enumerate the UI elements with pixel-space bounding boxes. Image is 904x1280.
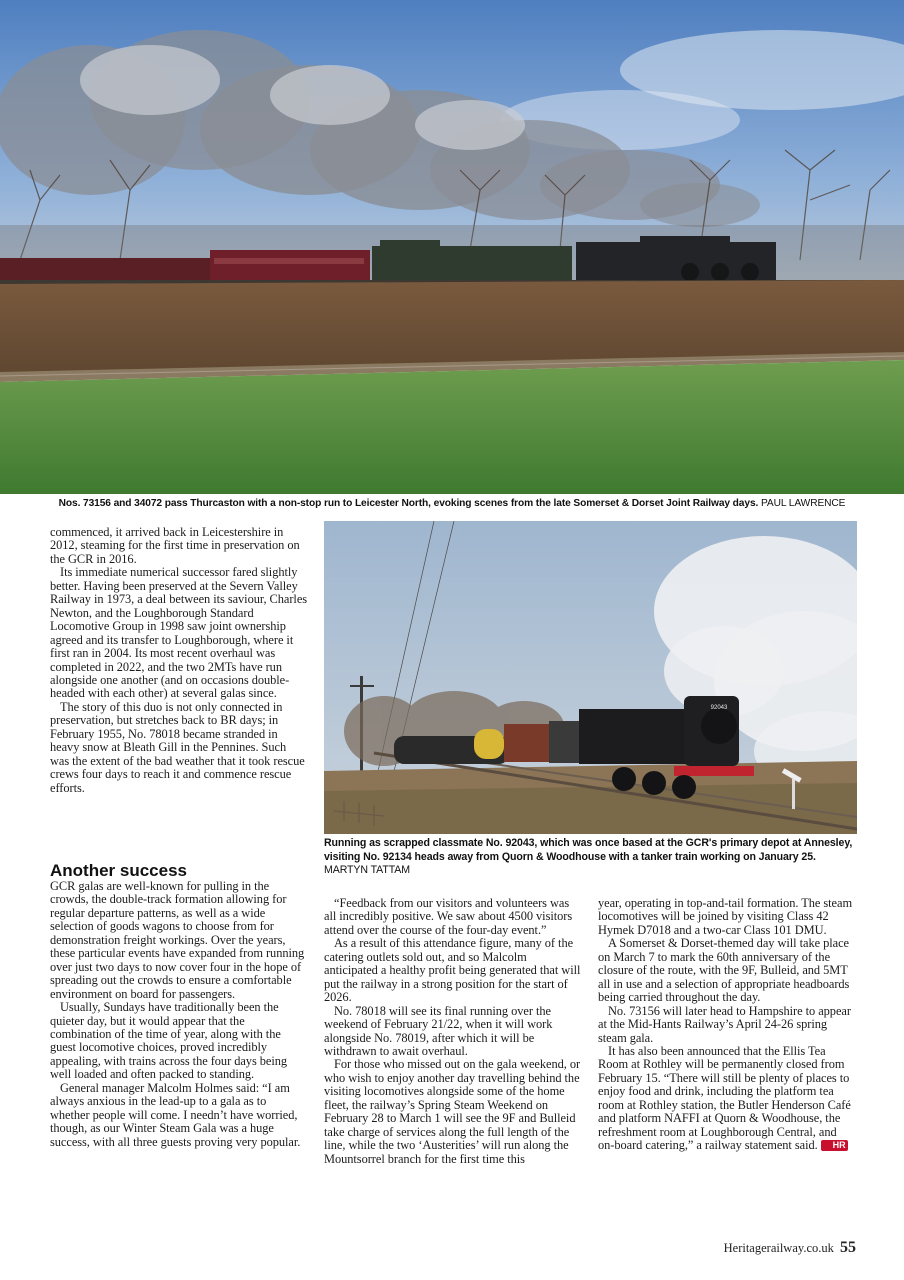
paragraph: No. 73156 will later head to Hampshire to appear at the Mid-Hants Railway’s April 24-26 spring steam gala. xyxy=(598,1003,851,1045)
paragraph: As a result of this attendance figure, many of the catering outlets sold out, and so Malcolm anticipated a healthy profit being generated that will put the railway in a strong position for the start of 2026. xyxy=(324,936,581,1005)
paragraph: No. 78018 will see its final running over the weekend of February 21/22, when it will work alongside No. 78019, after which it will be withdrawn to await overhaul. xyxy=(324,1003,553,1058)
footer-site: Heritagerailway.co.uk xyxy=(723,1241,834,1255)
paragraph: “Feedback from our visitors and volunteers was all incredibly positive. We saw about 4500 visitors attend over the course of the four-day event.” xyxy=(324,896,573,937)
paragraph: General manager Malcolm Holmes said: “I am always anxious in the lead-up to a gala as to whether people will come. I needn’t have worried, though, as our Winter Steam Gala was a huge success, with all three guests proving very popular. xyxy=(50,1080,301,1149)
paragraph: A Somerset & Dorset-themed day will take place on March 7 to mark the 60th anniversary of the closure of the route, with the 9F, Bulleid, and 5MT all in use and a selection of appropriate headboards being carried throughout the day. xyxy=(598,936,850,1005)
column-1-bottom xyxy=(50,880,308,1149)
top-photo-caption-text: Nos. 73156 and 34072 pass Thurcaston with a non-stop run to Leicester North, evoking scenes from the late Somerset & Dorset Joint Railway days. xyxy=(58,498,759,509)
middle-photo-caption-text: Running as scrapped classmate No. 92043, which was once based at the GCR's primary depot at Annesley, visiting No. 92134 heads away from Quorn & Woodhouse with a tanker train working on January 25. xyxy=(324,837,853,863)
column-1-top xyxy=(50,526,308,795)
top-photo xyxy=(0,0,904,494)
top-photo-illustration xyxy=(0,0,904,494)
paragraph-text: It has also been announced that the Ellis Tea Room at Rothley will be permanently closed from February 15. “There will still be plenty of places to enjoy food and drink, including the platform tea room at Rothley station, the Butler Henderson Café and platform NAFFI at Quorn & Woodhouse, the refreshment room at Loughborough Central, and on-board catering,” a railway statement said. xyxy=(598,1043,851,1153)
paragraph-final xyxy=(598,1045,856,1153)
paragraph: For those who missed out on the gala weekend, or who wish to enjoy another day travelling behind the visiting locomotives alongside some of the home fleet, the railway’s Spring Steam Weekend on February 28 to March 1 will see the 9F and Bulleid take charge of services along the full length of the line, while the two ‘Austerities’ will run along the Mountsorrel branch for the first time this xyxy=(324,1057,581,1166)
column-2 xyxy=(324,897,582,1166)
top-photo-credit: PAUL LAWRENCE xyxy=(760,498,846,509)
hr-end-logo: HR xyxy=(821,1140,848,1151)
column-3 xyxy=(598,897,856,1153)
top-photo-caption xyxy=(0,497,904,511)
paragraph: Its immediate numerical successor fared slightly better. Having been preserved at the Severn Valley Railway in 1973, a deal between its saviour, Charles Newton, and the Loughborough Standard Locomotive Group in 1998 saw joint ownership agreed and its transfer to Loughborough, where it first ran in 2004. Its most recent overhaul was completed in 2022, and the two 2MTs have run alongside one another (and on occasions double-headed with each other) at several galas since. xyxy=(50,565,308,701)
paragraph: The story of this duo is not only connected in preservation, but stretches back to BR days; in February 1955, No. 78018 became stranded in heavy snow at Bleath Gill in the Pennines. Such was the extent of the bad weather that it took rescue crews four days to reach it and commence rescue efforts. xyxy=(50,699,305,795)
smokebox-number: 92043 xyxy=(710,705,728,711)
middle-photo-illustration xyxy=(324,521,857,834)
middle-photo-credit: MARTYN TATTAM xyxy=(324,864,410,877)
paragraph: year, operating in top-and-tail formation. The steam locomotives will be joined by visiting Class 42 Hymek D7018 and a two-car Class 101 DMU. xyxy=(598,896,853,937)
paragraph: GCR galas are well-known for pulling in the crowds, the double-track formation allowing for regular departure patterns, as well as a wide selection of goods wagons to choose from for demonstration freight workings. Over the years, these particular events have expanded from running over just two days to now cover four in the hope of spreading out the crowds to ensure a comfortable environment on board for passengers. xyxy=(50,879,305,1001)
middle-photo xyxy=(324,521,857,834)
page-number: 55 xyxy=(840,1239,856,1256)
middle-photo-caption xyxy=(324,837,857,878)
paragraph: Usually, Sundays have traditionally been the quieter day, but it would appear that the combination of the time of year, along with the guest locomotive choices, proved incredibly appealing, with trains across the four days being well loaded and often packed to standing. xyxy=(50,1000,288,1082)
page-footer xyxy=(724,1239,856,1257)
section-subheading: Another success xyxy=(50,861,187,880)
paragraph: commenced, it arrived back in Leicestershire in 2012, steaming for the first time in preservation on the GCR in 2016. xyxy=(50,525,300,566)
